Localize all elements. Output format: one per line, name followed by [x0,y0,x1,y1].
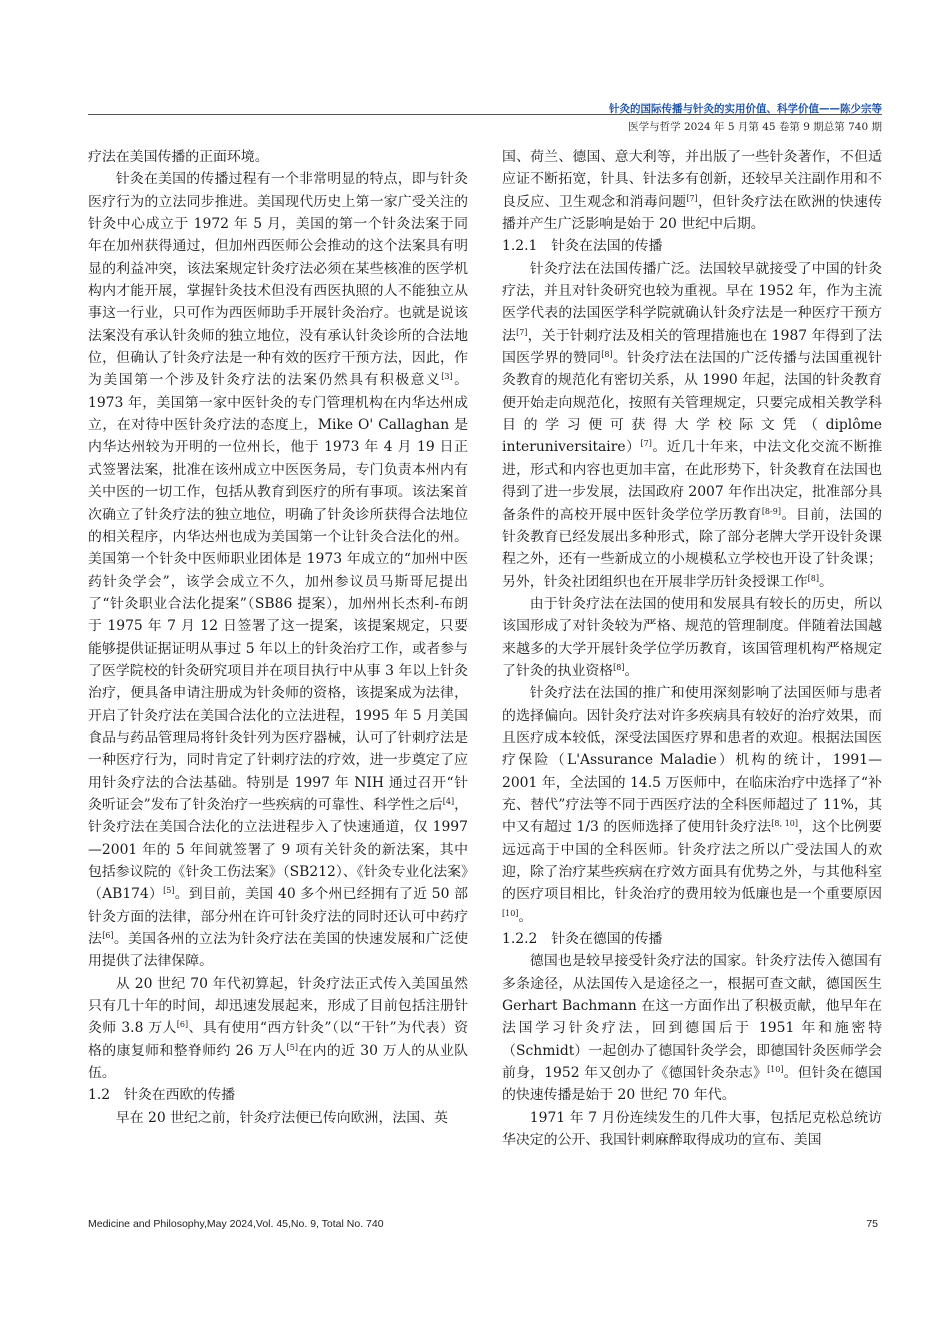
paragraph-text: ，关于针刺疗法及相关的管理措施也在 1987 年得到了法国医学界的赞同 [502,327,882,367]
citation[interactable]: [7] [640,439,652,449]
paragraph-text: ，这个比例要远远高于中国的全科医师。针灸疗法之所以广受法国人的欢迎，除了治疗某些疾病在疗效方面具有优势之外，与其他科室的医疗项目相比，针灸治疗的费用较为低廉也是一个重要原因 [502,819,882,903]
section-heading: 1.2.1 针灸在法国的传播 [502,238,663,255]
paragraph-text: 。针灸疗法在法国的广泛传播与法国重视针灸教育的规范化有密切关系，从 1990 年起，法国的针灸教育便开始走向规范化，按照有关管理规定，只要完成相关教学科目的学习便可获得大学校际文凭（diplôme interuniversitaire） [502,350,882,456]
paragraph-text: 针灸在美国的传播过程有一个非常明显的特点，即与针灸医疗行为的立法同步推进。美国现代历史上第一家广受关注的针灸中心成立于 1972 年 5 月，美国的第一个针灸法案于同年在加州获得通过，但加州西医师公会推动的这个法案具有明显的利益冲突，该法案规定针灸疗法必须在某些核准的医学机构内才能开展，掌握针灸技术但没有西医执照的人不能独立从事这一行业，只可作为西医师助手开展针灸治疗。也就是说该法案没有承认针灸师的独立地位，没有承认针灸诊所的合法地位，但确认了针灸疗法是一种有效的医疗干预方法，因此，作为美国第一个涉及针灸疗法的法案仍然具有积极意义 [88,171,468,389]
paragraph-text: 。1973 年，美国第一家中医针灸的专门管理机构在内华达州成立，在对待中医针灸疗法的态度上，Mike O' Callaghan 是内华达州较为开明的一位州长，他于 1973 年 4 月 19 日正式签署法案，批准在该州成立中医医务局，专门负责本州内有关中医的一切工作，包括从教育到医疗的所有事项。该法案首次确立了针灸疗法的独立地位，明确了针灸诊所获得合法地位的相关程序，内华达州也成为美国第一个让针灸合法化的州。美国第一个针灸中医师职业团体是 1973 年成立的“加州中医药针灸学会”，该学会成立不久，加州参议员马斯哥尼提出了“针灸职业合法化提案”（SB86 提案），加州州长杰利-布朗于 1975 年 7 月 12 日签署了这一提案，该提案规定，只要能够提供证据证明从事过 5 年以上的针灸治疗工作，或者参与了医学院校的针灸研究项目并在项目执行中从事 3 年以上针灸治疗，便具备申请注册成为针灸师的资格，该提案成为法律，开启了针灸疗法在美国合法化的立法进程，1995 年 5 月美国食品与药品管理局将针灸针列为医疗器械，认可了针刺疗法是一种医疗行为，同时肯定了针刺疗法的疗效，进一步奠定了应用针灸疗法的合法基础。特别是 1997 年 NIH 通过召开“针灸听证会”发布了针灸治疗一些疾病的可靠性、科学性之后 [88,372,468,813]
paragraph [502,682,882,928]
citation[interactable]: [7] [516,327,528,337]
paragraph-text: 早在 20 世纪之前，针灸疗法便已传向欧洲，法国、英 [115,1109,448,1126]
citation[interactable]: [10] [502,908,519,918]
section-heading: 1.2 针灸在西欧的传播 [88,1087,236,1104]
paragraph-text: 。 [818,573,833,590]
paragraph-text: ，但针灸疗法在欧洲的快速传播并产生广泛影响是始于 20 世纪中后期。 [502,193,882,233]
citation[interactable]: [8] [807,573,819,583]
paragraph-text: 。美国各州的立法为针灸疗法在美国的快速发展和广泛使用提供了法律保障。 [88,931,468,970]
left-column [88,146,468,1129]
paragraph-text: 从 20 世纪 70 年代初算起，针灸疗法正式传入美国虽然只有几十年的时间，却迅速发展起来，形成了目前包括注册针灸师 3.8 万人 [88,975,468,1037]
paragraph-text: 。到目前，美国 40 多个州已经拥有了近 50 部针灸方面的法律，部分州在许可针灸疗法的同时还认可中药疗法 [88,886,468,948]
paragraph [502,950,882,1106]
citation[interactable]: [10] [767,1065,784,1075]
paragraph [88,146,468,168]
paragraph-text: 。但针灸在德国的快速传播是始于 20 世纪 70 年代。 [502,1065,882,1104]
citation[interactable]: [6] [176,1020,189,1030]
paragraph-text: 国、荷兰、德国、意大利等，并出版了一些针灸著作，不但适应证不断拓宽，针具、针法多有创新，还较早关注副作用和不良反应、卫生观念和消毒问题 [502,149,882,210]
section-heading: 1.2.2 针灸在德国的传播 [502,931,663,948]
paragraph [88,1107,468,1129]
citation[interactable]: [8] [601,350,613,360]
paragraph [502,1107,882,1152]
paragraph-text: 由于针灸疗法在法国的使用和发展具有较长的历史，所以该国形成了对针灸较为严格、规范的管理制度。伴随着法国越来越多的大学开展针灸学位学历教育，该国管理机构严格规定了针灸的执业资格 [502,595,882,679]
paragraph-text: 针灸疗法在法国的推广和使用深刻影响了法国医师与患者的选择偏向。因针灸疗法对许多疾病具有较好的治疗效果，而且医疗成本较低，深受法国医疗界和患者的欢迎。根据法国医疗保险（L'Assurance Maladie）机构的统计，1991—2001 年，全法国的 14.5 万医师中，在临床治疗中选择了“补充、替代”疗法等不同于西医疗法的全科医师超过了 11%，其中又有超过 1/3 的医师选择了使用针灸疗法 [502,685,882,836]
paragraph-text: 德国也是较早接受针灸疗法的国家。针灸疗法传入德国有多条途径，从法国传入是途径之一，根据可查文献，德国医生 Gerhart Bachmann 在这一方面作出了积极贡献，他早年在法国学习针灸疗法，回到德国后于 1951 年和施密特（Schmidt）一起创办了德国针灸学会，即德国针灸医师学会前身，1952 年又创办了《德国针灸杂志》 [502,953,882,1082]
header-divider [88,114,882,115]
paragraph-text: 。 [624,662,639,679]
citation[interactable]: [3] [441,372,453,382]
paragraph-text: 。 [518,908,533,925]
paragraph-text: 。目前，法国的针灸教育已经发展出多种形式，除了部分老牌大学开设针灸课程之外，还有一些新成立的小规模私立学校也开设了针灸课；另外，针灸社团组织也在开展非学历针灸授课工作 [502,506,882,590]
running-title: 针灸的国际传播与针灸的实用价值、科学价值——陈少宗等 [609,103,882,115]
paragraph-text: 针灸疗法在法国传播广泛。法国较早就接受了中国的针灸疗法，并且对针灸研究也较为重视。早在 1952 年，作为主流医学代表的法国医学科学院就确认针灸疗法是一种医疗干预方法 [502,260,882,344]
paragraph [88,168,468,972]
paragraph [88,973,468,1085]
right-column [502,146,882,1151]
paragraph-text: 在内的近 30 万人的从业队伍。 [88,1042,468,1082]
paragraph-text: 1971 年 7 月份连续发生的几件大事，包括尼克松总统访华决定的公开、我国针刺麻醉取得成功的宣布、美国 [502,1109,882,1149]
paragraph-text: 疗法在美国传播的正面环境。 [88,149,269,165]
paragraph [502,146,882,235]
citation[interactable]: [8] [613,662,625,672]
page-number: 75 [866,1218,878,1230]
citation[interactable]: [4] [442,796,455,806]
citation[interactable]: [5] [286,1042,298,1052]
citation[interactable]: [8-9] [761,506,781,516]
paragraph-text: 、具有使用“西方针灸”（以“干针”为代表）资格的康复师和整脊师约 26 万人 [88,1020,468,1059]
paragraph [502,258,882,593]
footer-journal-info: Medicine and Philosophy,May 2024,Vol. 45,No. 9, Total No. 740 [88,1218,384,1230]
citation[interactable]: [7] [686,193,698,203]
citation[interactable]: [6] [102,931,114,941]
paragraph-text: 。近几十年来，中法文化交流不断推进，形式和内容也更加丰富，在此形势下，针灸教育在法国也得到了进一步发展，法国政府 2007 年作出决定，批准部分具备条件的高校开展中医针灸学位学历教育 [502,439,882,523]
citation[interactable]: [5] [163,886,175,896]
paragraph [502,593,882,682]
issue-info: 医学与哲学 2024 年 5 月第 45 卷第 9 期总第 740 期 [628,121,882,133]
paragraph-text: ，针灸疗法在美国合法化的立法进程步入了快速通道，仅 1997—2001 年的 5 年间就签署了 9 项有关针灸的新法案，其中包括参议院的《针灸工伤法案》（SB212）、《针灸专业化法案》（AB174） [88,796,468,903]
citation[interactable]: [8, 10] [771,819,798,829]
